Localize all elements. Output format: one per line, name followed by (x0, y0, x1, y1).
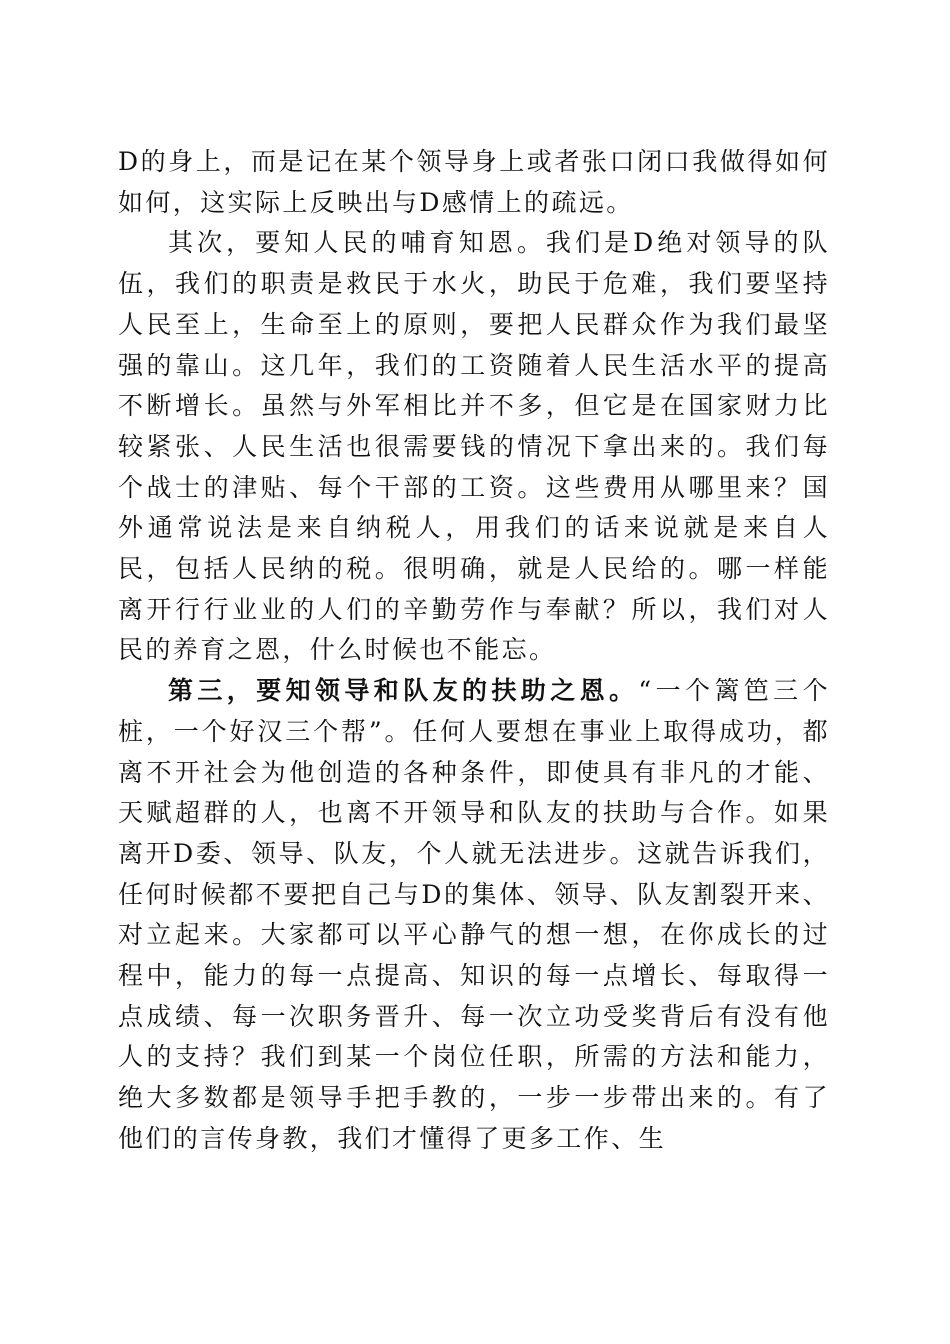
paragraph-3-heading: 第三，要知领导和队友的扶助之恩。 (168, 676, 639, 706)
paragraph-3-text: “一个篱笆三个桩，一个好汉三个帮”。任何人要想在事业上取得成功，都离不开社会为他创造的各种条件，即使具有非凡的才能、天赋超群的人，也离不开领导和队友的扶助与合作。如果离开D委、领导、队友，个人就无法进步。这就告诉我们，任何时候都不要把自己与D的集体、领导、队友割裂开来、对立起来。大家都可以平心静气的想一想，在你成长的过程中，能力的每一点提高、知识的每一点增长、每取得一点成绩、每一次职务晋升、每一次立功受奖背后有没有他人的支持？我们到某一个岗位任职，所需的方法和能力，绝大多数都是领导手把手教的，一步一步带出来的。有了他们的言传身教，我们才懂得了更多工作、生 (118, 676, 830, 1153)
document-body (118, 142, 830, 1160)
paragraph-1-text: D的身上，而是记在某个领导身上或者张口闭口我做得如何如何，这实际上反映出与D感情上的疏远。 (118, 147, 830, 217)
paragraph-2-text: 其次，要知人民的哺育知恩。我们是D绝对领导的队伍，我们的职责是救民于水火，助民于危难，我们要坚持人民至上，生命至上的原则，要把人民群众作为我们最坚强的靠山。这几年，我们的工资随着人民生活水平的提高不断增长。虽然与外军相比并不多，但它是在国家财力比较紧张、人民生活也很需要钱的情况下拿出来的。我们每个战士的津贴、每个干部的工资。这些费用从哪里来？国外通常说法是来自纳税人，用我们的话来说就是来自人民，包括人民纳的税。很明确，就是人民给的。哪一样能离开行行业业的人们的辛勤劳作与奉献？所以，我们对人民的养育之恩，什么时候也不能忘。 (118, 228, 830, 665)
paragraph-3 (118, 671, 830, 1159)
paragraph-2 (118, 223, 830, 671)
paragraph-1 (118, 142, 830, 223)
